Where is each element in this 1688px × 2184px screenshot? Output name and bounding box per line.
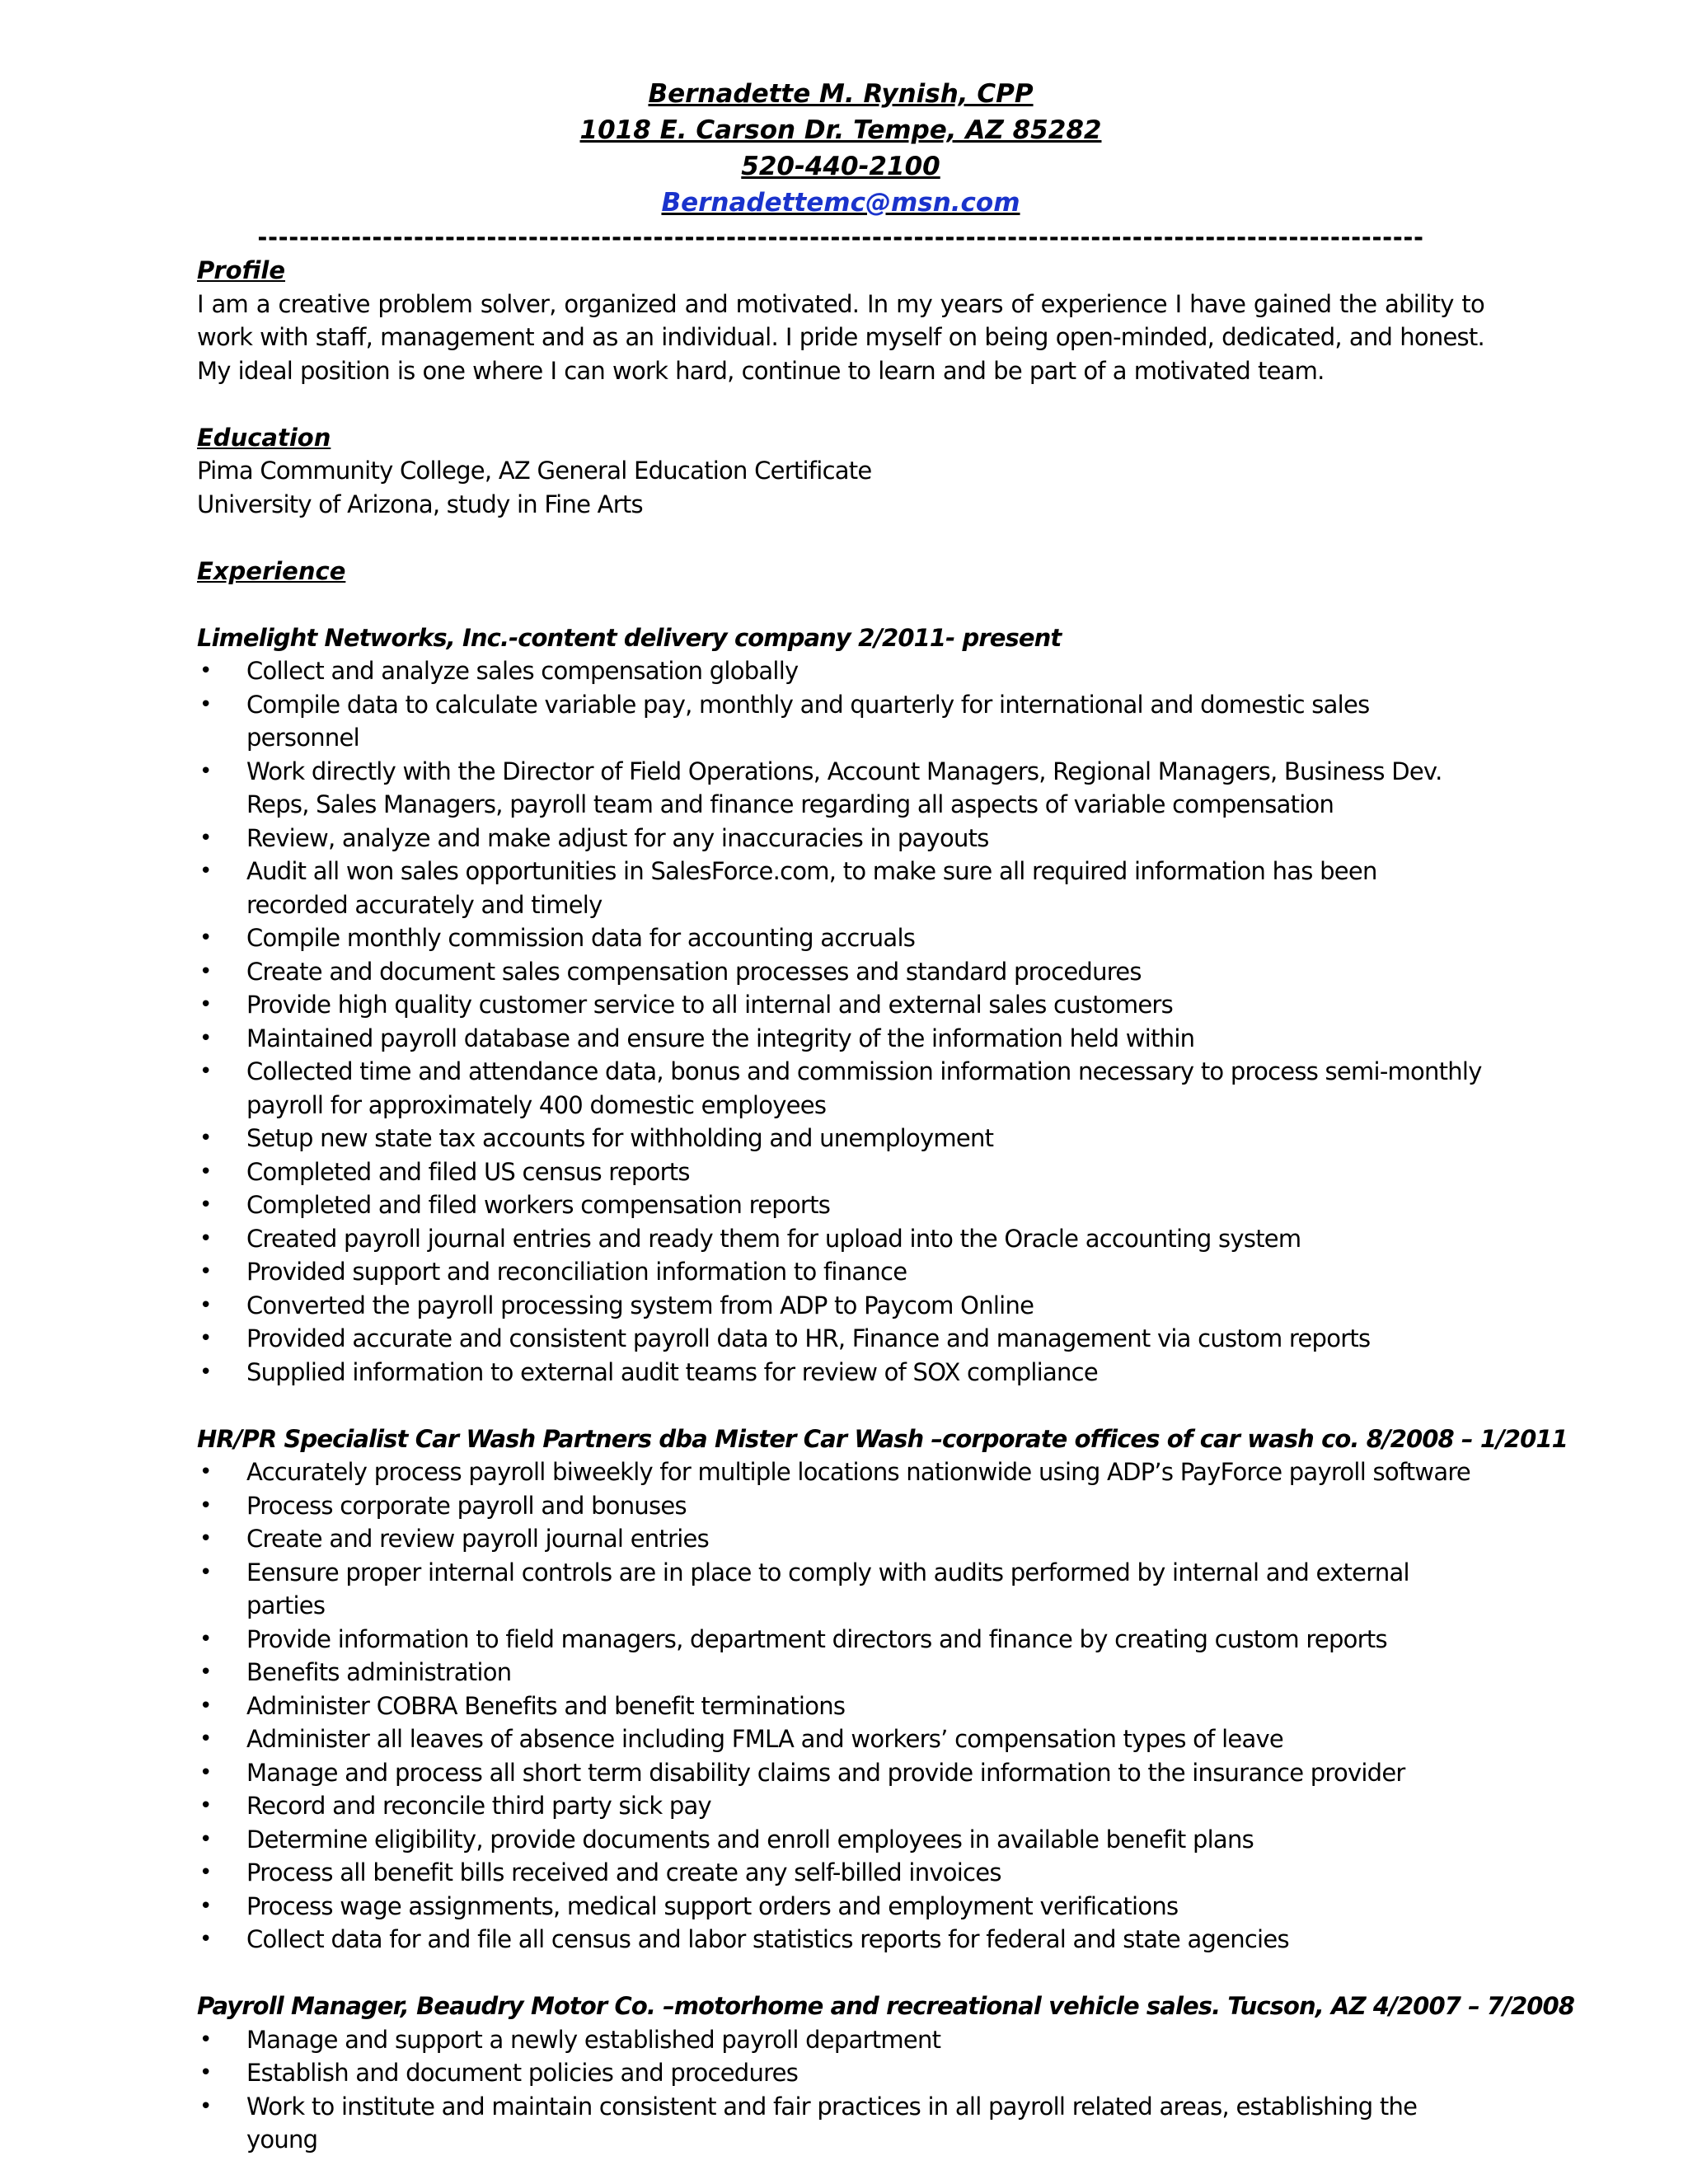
list-item: • Provided accurate and consistent payroll data to HR, Finance and management via custom reports	[197, 1322, 1484, 1356]
bullet-icon: •	[199, 992, 212, 1017]
resume-content	[197, 76, 1575, 2157]
list-item: • Create and document sales compensation processes and standard procedures	[197, 955, 1484, 989]
bullet-icon: •	[199, 1693, 212, 1718]
list-item: • Review, analyze and make adjust for any inaccuracies in payouts	[197, 822, 1484, 855]
profile-heading: Profile	[197, 256, 286, 284]
bullet-icon: •	[199, 1927, 212, 1952]
bullet-icon: •	[199, 1159, 212, 1184]
list-item: • Provided support and reconciliation information to finance	[197, 1255, 1484, 1289]
education-item: Pima Community College, AZ General Education Certificate	[197, 457, 872, 485]
list-item: • Setup new state tax accounts for withholding and unemployment	[197, 1122, 1484, 1155]
list-item: • Collected time and attendance data, bonus and commission information necessary to process semi-monthly payroll for approximately 400 domestic employees	[197, 1055, 1484, 1122]
candidate-phone: 520-440-2100	[741, 152, 940, 181]
education-heading: Education	[197, 423, 331, 452]
list-item: • Manage and support a newly established payroll department	[197, 2023, 1484, 2057]
bullet-icon: •	[199, 1727, 212, 1751]
job-duties-list	[197, 654, 1484, 1389]
list-item: • Audit all won sales opportunities in SalesForce.com, to make sure all required information has been recorded accurately and timely	[197, 855, 1484, 921]
list-item: • Process all benefit bills received and create any self-billed invoices	[197, 1856, 1484, 1890]
list-item: • Provide high quality customer service to all internal and external sales customers	[197, 988, 1484, 1022]
bullet-icon: •	[199, 1526, 212, 1551]
candidate-address: 1018 E. Carson Dr. Tempe, AZ 85282	[579, 115, 1102, 145]
list-item: • Process corporate payroll and bonuses	[197, 1489, 1484, 1523]
list-item: • Collect data for and file all census and labor statistics reports for federal and state agencies	[197, 1923, 1484, 1957]
experience-heading: Experience	[197, 556, 346, 585]
header-divider: ----------------------------------------------------------------------------------------------------------------	[257, 223, 1424, 251]
list-item: • Completed and filed workers compensation reports	[197, 1188, 1484, 1222]
list-item: • Compile data to calculate variable pay, monthly and quarterly for international and domestic sales personnel	[197, 688, 1484, 755]
list-item: • Maintained payroll database and ensure the integrity of the information held within	[197, 1022, 1484, 1056]
profile-text: I am a creative problem solver, organized and motivated. In my years of experience I have gained the ability to work with staff, management and as an individual. I pride myself on being open-minded, dedicated, and honest. My ideal position is one where I can work hard, continue to learn and be part of a motivated team.	[197, 289, 1484, 385]
bullet-icon: •	[199, 1326, 212, 1351]
list-item: • Create and review payroll journal entries	[197, 1522, 1484, 1556]
bullet-icon: •	[199, 926, 212, 950]
list-item: • Administer COBRA Benefits and benefit terminations	[197, 1690, 1484, 1723]
bullet-icon: •	[199, 958, 212, 984]
bullet-icon: •	[199, 2093, 212, 2119]
list-item: • Process wage assignments, medical support orders and employment verifications	[197, 1890, 1484, 1924]
bullet-icon: •	[199, 691, 212, 717]
bullet-icon: •	[199, 1460, 212, 1484]
job-duties-list	[197, 2023, 1484, 2157]
list-item: • Created payroll journal entries and ready them for upload into the Oracle accounting system	[197, 1222, 1484, 1256]
bullet-icon: •	[199, 1493, 212, 1518]
list-item: • Establish and document policies and procedures	[197, 2056, 1484, 2090]
bullet-icon: •	[199, 1760, 212, 1785]
job-title: Limelight Networks, Inc.-content delivery company 2/2011- present	[197, 623, 1062, 652]
list-item: • Collect and analyze sales compensation globally	[197, 654, 1484, 688]
list-item: • Supplied information to external audit teams for review of SOX compliance	[197, 1356, 1484, 1390]
bullet-icon: •	[199, 1193, 212, 1217]
bullet-icon: •	[199, 1660, 212, 1685]
job-title: HR/PR Specialist Car Wash Partners dba Mister Car Wash –corporate offices of car wash co. 8/2008 – 1/2011	[197, 1424, 1568, 1453]
bullet-icon: •	[199, 1860, 212, 1885]
candidate-name: Bernadette M. Rynish, CPP	[648, 79, 1034, 109]
bullet-icon: •	[199, 1025, 212, 1051]
bullet-icon: •	[199, 1826, 212, 1852]
bullet-icon: •	[199, 1626, 212, 1652]
bullet-icon: •	[199, 1059, 212, 1084]
bullet-icon: •	[199, 1126, 212, 1151]
bullet-icon: •	[199, 1893, 212, 1919]
list-item: • Converted the payroll processing system from ADP to Paycom Online	[197, 1289, 1484, 1323]
list-item: • Benefits administration	[197, 1656, 1484, 1690]
bullet-icon: •	[199, 758, 212, 784]
bullet-icon: •	[199, 658, 212, 683]
bullet-icon: •	[199, 1226, 212, 1251]
job-title: Payroll Manager, Beaudry Motor Co. –motorhome and recreational vehicle sales. Tucson, AZ 4/2007 – 7/2008	[197, 1992, 1575, 2020]
bullet-icon: •	[199, 2027, 212, 2052]
bullet-icon: •	[199, 1259, 212, 1284]
list-item: • Work directly with the Director of Field Operations, Account Managers, Regional Managers, Business Dev. Reps, Sales Managers, payroll team and finance regarding all aspects of variable compensation	[197, 755, 1484, 822]
list-item: • Compile monthly commission data for accounting accruals	[197, 921, 1484, 955]
email-link[interactable]: Bernadettemc@msn.com	[661, 188, 1020, 218]
list-item: • Manage and process all short term disability claims and provide information to the insurance provider	[197, 1756, 1484, 1790]
list-item: • Administer all leaves of absence including FMLA and workers’ compensation types of leave	[197, 1722, 1484, 1756]
bullet-icon: •	[199, 1359, 212, 1385]
list-item: • Provide information to field managers, department directors and finance by creating custom reports	[197, 1623, 1484, 1657]
bullet-icon: •	[199, 1292, 212, 1318]
candidate-email-line	[197, 185, 1484, 221]
bullet-icon: •	[199, 1559, 212, 1585]
list-item: • Accurately process payroll biweekly for multiple locations nationwide using ADP’s PayForce payroll software	[197, 1455, 1484, 1489]
job-duties-list	[197, 1455, 1484, 1957]
education-item: University of Arizona, study in Fine Arts	[197, 490, 643, 518]
bullet-icon: •	[199, 1793, 212, 1818]
bullet-icon: •	[199, 2060, 212, 2085]
list-item: • Record and reconcile third party sick pay	[197, 1789, 1484, 1823]
list-item: • Work to institute and maintain consistent and fair practices in all payroll related areas, establishing the young	[197, 2090, 1484, 2157]
list-item: • Completed and filed US census reports	[197, 1155, 1484, 1189]
bullet-icon: •	[199, 859, 212, 883]
list-item: • Eensure proper internal controls are in place to comply with audits performed by internal and external parties	[197, 1556, 1484, 1623]
list-item: • Determine eligibility, provide documents and enroll employees in available benefit plans	[197, 1823, 1484, 1857]
bullet-icon: •	[199, 825, 212, 851]
